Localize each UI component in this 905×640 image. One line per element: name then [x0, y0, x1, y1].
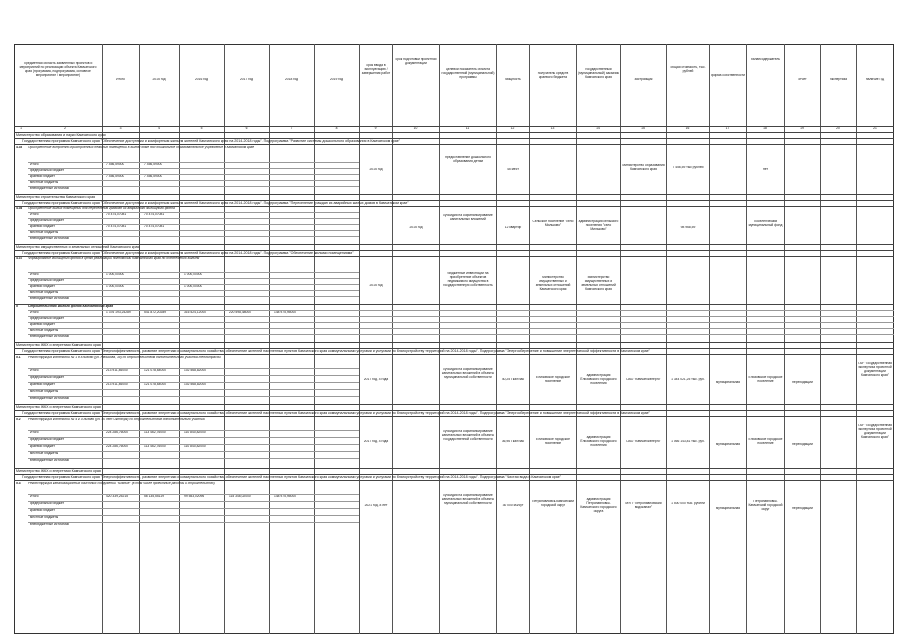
- value-2016: 102 568,82000: [184, 383, 207, 386]
- value-2015: 121 078,64000: [144, 369, 167, 372]
- row-name: Реконструкция котельной № 1 в Елизово (ул. Рябикова, 39) со строительством дополнительного участка теплотрассы: [28, 356, 221, 359]
- column-number: 20: [836, 127, 840, 130]
- customer: администрация Елизовского городского поселения: [580, 374, 617, 385]
- source-label: Итого: [30, 495, 39, 498]
- column-number: 11: [465, 127, 470, 130]
- row-number: 4.36: [16, 207, 23, 210]
- column-number: 17: [725, 127, 730, 130]
- header-2017: 2017 год: [239, 78, 254, 81]
- source-label: краевой бюджет: [30, 383, 55, 386]
- row-number: 5.3: [16, 482, 21, 485]
- customer: Министерство образования Камчатского края: [622, 164, 665, 171]
- value-2015: 541 872,20289: [144, 311, 167, 314]
- form: муниципальная: [715, 507, 741, 510]
- source-label: краевой бюджет: [30, 175, 55, 178]
- builder: МУП "Петропавловский водоканал": [625, 502, 662, 509]
- source-label: краевой бюджет: [30, 285, 55, 288]
- header-col-source: Итого: [116, 78, 125, 81]
- column-number: 15: [641, 127, 645, 130]
- object: субсидия на софинансирование капитальных вложений в объекты муниципальной собственности: [441, 494, 495, 505]
- header-col-object: целевой показатель объекта государственной (муниципальной) программы: [441, 68, 495, 79]
- header-col-owner: балансодержатель: [750, 58, 781, 61]
- column-number: 4: [158, 127, 160, 130]
- source-label: федеральный бюджет: [30, 502, 65, 505]
- header-col-builder: застройщик: [634, 78, 653, 81]
- source-label: местные бюджеты: [30, 231, 59, 234]
- source-label: краевой бюджет: [30, 225, 55, 228]
- source-label: местные бюджеты: [30, 390, 59, 393]
- header-col-customer: государственный (муниципальный) заказчик Камчатского края: [578, 68, 619, 79]
- value-2015: 7 456,59000: [144, 163, 163, 166]
- object: предоставление дошкольного образования детям: [445, 156, 491, 163]
- column-number: 9: [374, 127, 377, 130]
- column-number: 14: [596, 127, 600, 130]
- power: 12 квартир: [504, 226, 522, 229]
- year: 2021 год, 8 лет: [364, 504, 388, 507]
- owner: Елизовское городское поселение: [748, 376, 783, 383]
- column-number: 21: [873, 127, 877, 130]
- value-2015: 113 462,76000: [144, 431, 166, 434]
- header-2015: 2015 год: [152, 78, 166, 81]
- object: субсидия на софинансирование капитальных вложений в объекты муниципальной собственности: [441, 368, 495, 379]
- value-total: 7 456,59000: [106, 163, 125, 166]
- value-2016: 1 000,00000: [184, 285, 203, 288]
- value-2016: 316 524,12000: [184, 311, 207, 314]
- row-name: Реконструкция канализационных очистных сооружений "Южные" (в том числе проектные работы и строительство): [28, 482, 215, 485]
- header-col-b: экспертиза: [830, 78, 847, 81]
- source-label: внебюджетные источники: [30, 237, 70, 240]
- source-label: местные бюджеты: [30, 291, 59, 294]
- source-label: федеральный бюджет: [30, 219, 65, 222]
- header-col-term: срок ввода в эксплуатацию / завершения работ: [361, 64, 391, 75]
- section-title: Министерство имущественных и земельных отношений Камчатского края: [16, 245, 140, 249]
- value-total: 213 911,46000: [106, 383, 128, 386]
- value-total: 1 000,00000: [106, 273, 125, 276]
- value-2016: 1 000,00000: [184, 273, 203, 276]
- row-number: 5.1: [16, 356, 21, 359]
- source-label: внебюджетные источники: [30, 523, 70, 526]
- owner: Поселенческий муниципальный фонд: [748, 220, 783, 227]
- column-number: 1: [20, 127, 22, 130]
- source-label: краевой бюджет: [30, 509, 55, 512]
- value-2015: 113 462,76000: [144, 445, 166, 448]
- column-number: 7: [290, 127, 293, 130]
- value-total: 224 286,76000: [106, 431, 129, 434]
- value-2018: 148 975,95000: [274, 495, 297, 498]
- source-label: местные бюджеты: [30, 516, 59, 519]
- year: 2015 год: [369, 168, 383, 171]
- program-title: Государственная программа Камчатского края "Энергоэффективность, развитие энергетики и коммунального хозяйства, обеспечение жителей населенных пунктов Камчатского края коммунальными услугами и услугами по благоустройству территорий на 2014-2018 годы". Подпрограмма "Энергосбережение и повышение энергетической эффективности в Камчатском крае": [22, 349, 650, 353]
- value-2016: 99 553,02096: [184, 495, 205, 498]
- row-name: Строительство жилого фонда Камчатского края: [28, 305, 114, 308]
- value-2017: 220 598,48000: [229, 311, 252, 314]
- cost: 1 066 143,81 тыс. руб.: [671, 440, 705, 443]
- source-label: внебюджетные источники: [30, 297, 70, 300]
- source-label: Итого: [30, 273, 39, 276]
- source-label: местные бюджеты: [30, 452, 59, 455]
- value-total: 1 000,00000: [106, 285, 125, 288]
- source-label: краевой бюджет: [30, 445, 55, 448]
- value-total: 420 339,25215: [106, 495, 129, 498]
- source-label: Итого: [30, 163, 39, 166]
- section-title: Министерство ЖКХ и энергетики Камчатского края: [16, 343, 101, 347]
- section-title: Министерство ЖКХ и энергетики Камчатского края: [16, 405, 101, 409]
- recipient: Министерство имущественных и земельных отношений Камчатского края: [535, 276, 571, 291]
- header-col-cost: общая стоимость, тыс. рублей: [670, 66, 706, 73]
- section-title: Министерство строительства Камчатского края: [16, 195, 96, 199]
- power: 45 мест: [507, 168, 519, 171]
- owner: Петропавловск-Камчатский городской округ: [748, 500, 783, 511]
- cost: 7 456,59 тыс рублей: [672, 166, 704, 169]
- header-col-form: форма собственности: [711, 74, 745, 77]
- year: 2017 год, 4 года: [363, 378, 389, 381]
- source-label: федеральный бюджет: [30, 279, 65, 282]
- column-number: 3: [119, 127, 122, 130]
- recipient: Елизовское городское поселение: [536, 376, 570, 383]
- value-total: 224 286,76000: [106, 445, 129, 448]
- header-col-c: наличие ПД: [865, 78, 885, 81]
- document-sheet: [14, 44, 894, 634]
- builder: ОАО "Камчатскэнерго": [626, 440, 661, 443]
- column-number: 6: [245, 127, 248, 130]
- program-title: Государственная программа Камчатского края "Энергоэффективность, развитие энергетики и коммунального хозяйства, обеспечение жителей населенных пунктов Камчатского края коммунальными услугами и услугами по благоустройству территорий на 2014-2018 годы". Подпрограмма "Энергосбережение и повышение энергетической эффективности в Камчатском крае": [22, 411, 650, 415]
- customer: Министерство имущественных и земельных отношений Камчатского края: [581, 276, 616, 291]
- program-title: Государственная программа Камчатского края "Обеспечение доступным и комфортным жильем жителей Камчатского края на 2014-2018 годы". Подпрограмма "Обеспечение жилыми помещениями": [22, 251, 354, 255]
- value-total: 213 911,46000: [106, 369, 128, 372]
- source-label: внебюджетные источники: [30, 459, 70, 462]
- program-title: Государственная программа Камчатского края "Обеспечение доступным и комфортным жильем жителей Камчатского края на 2014-2018 годы". Подпрограмма "Развитие системы дошкольного образования в Камчатском крае": [22, 139, 401, 143]
- source-label: федеральный бюджет: [30, 376, 65, 379]
- source-label: краевой бюджет: [30, 323, 55, 326]
- customer: администрация Елизовского городского поселения: [580, 436, 617, 447]
- column-number: 18: [763, 127, 767, 130]
- recipient: Сельское поселение "село Мильково": [532, 220, 574, 227]
- header-2018: 2018 год: [284, 78, 299, 81]
- value-2015: 121 078,64000: [144, 383, 167, 386]
- source-label: федеральный бюджет: [30, 317, 65, 320]
- source-label: федеральный бюджет: [30, 438, 65, 441]
- expertise: ГАУ "Государственная экспертиза проектной документации Камчатского края": [858, 362, 892, 377]
- status: переходящий: [792, 443, 813, 446]
- row-name: Приобретение встроенно-пристроенных нежилых помещений в жилом доме под дошкольное образовательное учреждение в Камчатском крае: [28, 146, 255, 149]
- column-number: 19: [800, 127, 804, 130]
- object: субсидия на софинансирование капитальных вложений: [443, 214, 493, 221]
- header-2019: 2019 год: [329, 78, 344, 81]
- value-total: 7 456,59000: [106, 175, 125, 178]
- source-label: местные бюджеты: [30, 181, 59, 184]
- row-number: 5.2: [16, 418, 21, 421]
- year: 2015 год: [409, 226, 423, 229]
- year: 2017 год, 4 года: [363, 440, 389, 443]
- row-number: 4.37: [16, 257, 23, 260]
- source-label: Итого: [30, 311, 39, 314]
- object: субсидия на софинансирование капитальных вложений в объекты государственной собственности: [441, 430, 495, 441]
- section-title: Министерство ЖКХ и энергетики Камчатского края: [16, 469, 101, 473]
- value-2015: 70 474,07081: [144, 225, 165, 228]
- customer: администрация Петропавловск-Камчатского городского округа: [580, 498, 617, 513]
- value-total: 70 474,07081: [106, 213, 127, 216]
- header-2016: 2016 год: [194, 78, 209, 81]
- value-2016: 102 568,82000: [184, 369, 207, 372]
- header-col-power: мощность: [505, 78, 521, 81]
- value-total: 70 474,07081: [106, 225, 127, 228]
- recipient: Петропавловск-Камчатский городской округ: [531, 500, 574, 507]
- owner: нет: [762, 168, 769, 171]
- row-number: 5: [16, 305, 18, 308]
- header-col-start: срок подготовки проектной документации: [395, 58, 437, 65]
- customer: администрация сельского поселения "село Мильково": [578, 220, 619, 231]
- status: переходящий: [792, 381, 813, 384]
- value-2016: 110 840,82000: [184, 445, 206, 448]
- recipient: Елизовское городское поселение: [536, 438, 570, 445]
- column-number: 8: [335, 127, 338, 130]
- column-number: 10: [413, 127, 418, 130]
- builder: ОАО "Камчатскэнерго": [626, 378, 661, 381]
- value-2015: 70 474,07081: [144, 213, 165, 216]
- status: переходящий: [792, 507, 813, 510]
- source-label: федеральный бюджет: [30, 169, 65, 172]
- cost: 98 968,59: [680, 226, 696, 229]
- header-col-a: отчет: [798, 78, 807, 81]
- program-title: Государственная программа Камчатского края "Обеспечение доступным и комфортным жильем жителей Камчатского края на 2014-2018 годы". Подпрограмма "Переселение граждан из аварийных жилых домов в Камчатском крае": [22, 201, 409, 205]
- column-number: 13: [550, 127, 555, 130]
- column-number: 2: [64, 127, 66, 130]
- value-2017: 115 346,02000: [229, 495, 251, 498]
- object: бюджетные инвестиции на приобретение объектов недвижимого имущества в государственную собственность: [443, 272, 493, 287]
- header-col-program: Предметная область заявленных проектов и мероприятий по реализации объекта Камчатского края (программа, подпрограмма, основное мероприятие / мероприятие): [19, 62, 97, 77]
- header-col-recipient: получатель средств краевого бюджета: [537, 72, 569, 79]
- cost: 1 344 021,25 тыс. руб.: [671, 378, 705, 381]
- source-label: местные бюджеты: [30, 329, 59, 332]
- source-label: внебюджетные источники: [30, 397, 70, 400]
- program-title: Государственная программа Камчатского края "Энергоэффективность, развитие энергетики и коммунального хозяйства, обеспечение жителей населенных пунктов Камчатского края коммунальными услугами и услугами по благоустройству территорий на 2014-2018 годы". Подпрограмма "Чистая вода в Камчатском крае": [22, 475, 562, 479]
- expertise: ГАУ "Государственная экспертиза проектной документации Камчатского края": [858, 424, 892, 439]
- power: 40,25 Гкал/час: [501, 378, 525, 381]
- form: муниципальная: [715, 443, 741, 446]
- column-number: 12: [510, 127, 515, 130]
- value-2015: 7 456,59000: [144, 175, 163, 178]
- owner: Елизовское городское поселение: [748, 438, 783, 445]
- row-name: Реконструкция котельной № 4 г. Елизово (ул. 40 лет Октября) со строительством дополнительного участка: [28, 418, 205, 421]
- source-label: внебюджетные источники: [30, 187, 70, 190]
- value-2016: 110 840,82000: [184, 431, 206, 434]
- row-number: 4.35: [16, 146, 23, 149]
- source-label: Итого: [30, 431, 39, 434]
- source-label: Итого: [30, 369, 39, 372]
- source-label: Итого: [30, 213, 39, 216]
- year: 2015 год: [369, 284, 383, 287]
- source-label: внебюджетные источники: [30, 335, 70, 338]
- value-2018: 148 975,95000: [274, 311, 297, 314]
- cost: 1 500 000 тыс. рублей: [671, 502, 705, 505]
- value-2015: 56 135,55119: [144, 495, 164, 498]
- value-total: 1 376 193,24289: [106, 311, 131, 314]
- column-number: 16: [685, 127, 690, 130]
- form: муниципальная: [715, 381, 741, 384]
- power: 36,96 Гкал/час: [501, 440, 525, 443]
- section-title: Министерство образования и науки Камчатского края: [16, 133, 106, 137]
- row-name: Формирование жилищного фонда в целях реализации полномочий Камчатского края по обеспечению жильем: [28, 257, 200, 260]
- row-name: Приобретение жилых помещений для переселения граждан из аварийного жилищного фонда: [28, 207, 175, 210]
- column-number: 5: [200, 127, 203, 130]
- power: 30 000 м3/сут: [502, 504, 524, 507]
